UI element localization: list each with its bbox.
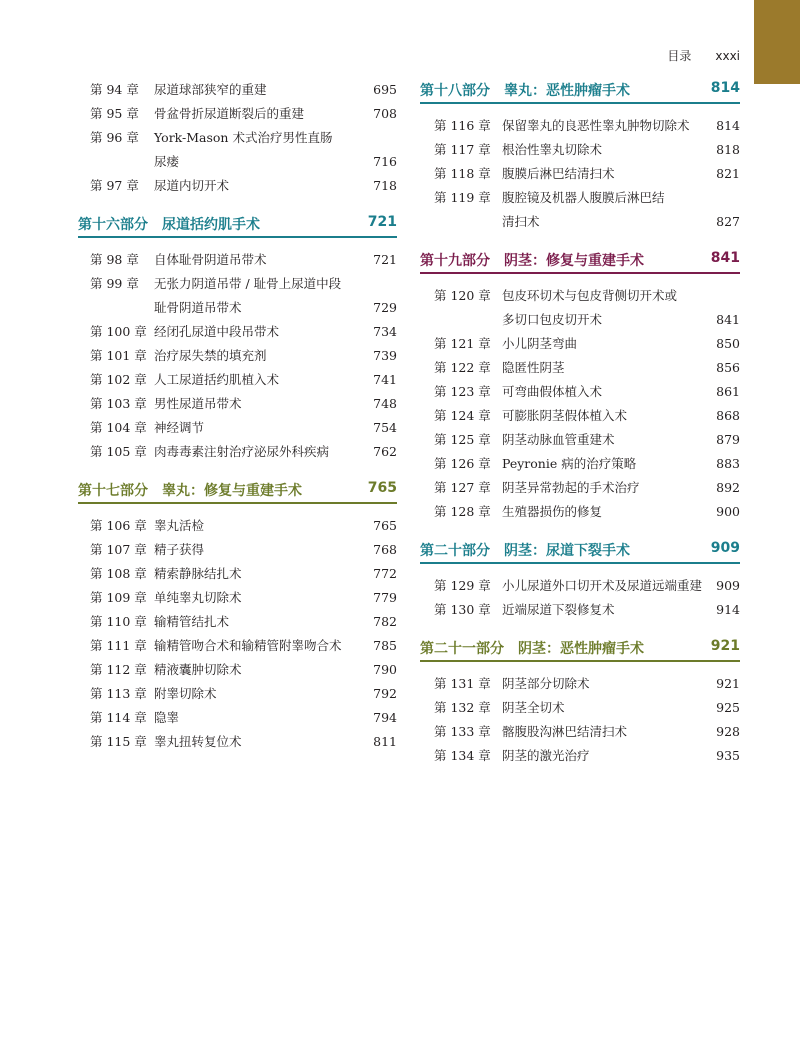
chapter-page: 879 [716,432,740,447]
chapter-number: 第 129 章 [434,578,491,593]
chapter-title: 隐匿性阴茎 [502,360,565,375]
chapter-number: 第 111 章 [90,638,147,653]
toc-entry[interactable] [78,658,397,682]
toc-entry[interactable] [420,672,740,696]
chapter-number: 第 96 章 [90,130,139,145]
chapter-title: 附睾切除术 [154,686,217,701]
toc-entry[interactable] [420,452,740,476]
chapter-title: 生殖器损伤的修复 [502,504,603,519]
toc-entry[interactable] [420,574,740,598]
toc-entry[interactable] [78,440,397,464]
chapter-page: 779 [373,590,397,605]
chapter-title: 人工尿道括约肌植入术 [154,372,280,387]
part-page: 765 [367,480,397,496]
chapter-number: 第 110 章 [90,614,147,629]
part-page: 814 [710,80,740,96]
chapter-page: 856 [716,360,740,375]
chapter-number: 第 123 章 [434,384,491,399]
chapter-number: 第 119 章 [434,190,491,205]
chapter-number: 第 103 章 [90,396,147,411]
chapter-title: Peyronie 病的治疗策略 [502,456,637,471]
chapter-page: 721 [373,252,397,267]
toc-entry[interactable] [78,730,397,754]
chapter-title: 男性尿道吊带术 [154,396,242,411]
chapter-page: 718 [373,178,397,193]
chapter-title: 神经调节 [154,420,205,435]
running-head [620,47,740,64]
chapter-title: 阴茎动脉血管重建术 [502,432,615,447]
chapter-page: 790 [373,662,397,677]
chapter-title: 阴茎的激光治疗 [502,748,590,763]
chapter-title: 腹膜后淋巴结清扫术 [502,166,615,181]
chapter-page: 925 [716,700,740,715]
chapter-page: 734 [373,324,397,339]
toc-entry[interactable] [420,476,740,500]
toc-entry[interactable] [420,186,740,234]
toc-entry[interactable] [420,500,740,524]
chapter-page: 868 [716,408,740,423]
chapter-title: 骨盆骨折尿道断裂后的重建 [154,106,305,121]
chapter-page: 914 [716,602,740,617]
part-page: 721 [367,214,397,230]
chapter-number: 第 120 章 [434,288,491,303]
chapter-title: 小儿尿道外口切开术及尿道远端重建 [502,578,703,593]
chapter-title: 阴茎异常勃起的手术治疗 [502,480,640,495]
chapter-title: 输精管吻合术和输精管附睾吻合术 [154,638,342,653]
chapter-page: 748 [373,396,397,411]
chapter-title: 可弯曲假体植入术 [502,384,603,399]
toc-entry[interactable] [78,392,397,416]
part-heading[interactable] [78,478,397,504]
part-heading[interactable] [420,248,740,274]
chapter-number: 第 117 章 [434,142,491,157]
chapter-page: 708 [373,106,397,121]
chapter-page: 782 [373,614,397,629]
toc-entry[interactable] [420,356,740,380]
chapter-page: 762 [373,444,397,459]
chapter-number: 第 97 章 [90,178,139,193]
chapter-title: 可膨胀阴茎假体植入术 [502,408,628,423]
toc-entry[interactable] [420,162,740,186]
chapter-title: 多切口包皮切开术 [502,312,603,327]
toc-entry[interactable] [78,78,397,102]
chapter-page: 754 [373,420,397,435]
chapter-title: 尿道内切开术 [154,178,230,193]
chapter-page: 811 [373,734,397,749]
chapter-page: 739 [373,348,397,363]
chapter-number: 第 100 章 [90,324,147,339]
toc-entry[interactable] [420,428,740,452]
toc-entry[interactable] [78,706,397,730]
part-title: 第十七部分 睾丸：修复与重建手术 [78,483,302,499]
part-rule [420,562,740,564]
chapter-page: 921 [716,676,740,691]
part-rule [78,236,397,238]
chapter-number: 第 95 章 [90,106,139,121]
part-heading[interactable] [420,636,740,662]
toc-entry[interactable] [78,102,397,126]
chapter-number: 第 125 章 [434,432,491,447]
chapter-title: 阴茎部分切除术 [502,676,590,691]
part-title: 第二十一部分 阴茎：恶性肿瘤手术 [420,641,644,657]
chapter-number: 第 132 章 [434,700,491,715]
part-rule [78,502,397,504]
chapter-page: 821 [716,166,740,181]
toc-entry[interactable] [420,284,740,332]
chapter-number: 第 121 章 [434,336,491,351]
chapter-title: 保留睾丸的良恶性睾丸肿物切除术 [502,118,690,133]
chapter-title: 阴茎全切术 [502,700,565,715]
toc-entry[interactable] [420,332,740,356]
chapter-number: 第 99 章 [90,276,139,291]
chapter-page: 935 [716,748,740,763]
toc-entry[interactable] [420,114,740,138]
chapter-title: 治疗尿失禁的填充剂 [154,348,267,363]
part-title: 第二十部分 阴茎：尿道下裂手术 [420,543,630,559]
chapter-number: 第 94 章 [90,82,139,97]
chapter-number: 第 114 章 [90,710,147,725]
part-title: 第十六部分 尿道括约肌手术 [78,217,260,233]
toc-entry[interactable] [78,272,397,320]
chapter-number: 第 113 章 [90,686,147,701]
chapter-page: 900 [716,504,740,519]
chapter-number: 第 104 章 [90,420,147,435]
chapter-number: 第 124 章 [434,408,491,423]
toc-entry[interactable] [78,174,397,198]
chapter-title: 输精管结扎术 [154,614,230,629]
toc-entry[interactable] [78,682,397,706]
chapter-page: 883 [716,456,740,471]
chapter-page: 841 [716,312,740,327]
part-page: 921 [710,638,740,654]
chapter-page: 794 [373,710,397,725]
chapter-title: 近端尿道下裂修复术 [502,602,615,617]
chapter-number: 第 102 章 [90,372,147,387]
chapter-number: 第 126 章 [434,456,491,471]
part-page: 909 [710,540,740,556]
chapter-page: 792 [373,686,397,701]
chapter-title: 尿瘘 [154,154,180,169]
chapter-title: 无张力阴道吊带 / 耻骨上尿道中段 [154,276,342,291]
part-title: 第十八部分 睾丸：恶性肿瘤手术 [420,83,630,99]
part-rule [420,102,740,104]
toc-right-column [420,78,740,768]
toc-entry[interactable] [78,344,397,368]
chapter-title: York-Mason 术式治疗男性直肠 [154,130,333,145]
part-heading[interactable] [420,78,740,104]
chapter-title: 髂腹股沟淋巴结清扫术 [502,724,628,739]
chapter-number: 第 127 章 [434,480,491,495]
chapter-title: 尿道球部狭窄的重建 [154,82,267,97]
chapter-page: 785 [373,638,397,653]
part-heading[interactable] [420,538,740,564]
chapter-number: 第 133 章 [434,724,491,739]
chapter-number: 第 116 章 [434,118,491,133]
chapter-page: 765 [373,518,397,533]
toc-entry[interactable] [420,696,740,720]
chapter-title: 睾丸活检 [154,518,205,533]
chapter-number: 第 122 章 [434,360,491,375]
chapter-number: 第 108 章 [90,566,147,581]
chapter-page: 695 [373,82,397,97]
chapter-page: 928 [716,724,740,739]
chapter-title: 经闭孔尿道中段吊带术 [154,324,280,339]
chapter-number: 第 134 章 [434,748,491,763]
chapter-number: 第 118 章 [434,166,491,181]
chapter-title: 自体耻骨阴道吊带术 [154,252,267,267]
chapter-number: 第 106 章 [90,518,147,533]
toc-entry[interactable] [78,368,397,392]
toc-entry[interactable] [420,744,740,768]
chapter-page: 892 [716,480,740,495]
chapter-title: 清扫术 [502,214,540,229]
chapter-title: 精索静脉结扎术 [154,566,242,581]
chapter-title: 腹腔镜及机器人腹膜后淋巴结 [502,190,665,205]
chapter-page: 768 [373,542,397,557]
chapter-title: 耻骨阴道吊带术 [154,300,242,315]
chapter-title: 包皮环切术与包皮背侧切开术或 [502,288,678,303]
chapter-number: 第 107 章 [90,542,147,557]
toc-entry[interactable] [78,634,397,658]
toc-entry[interactable] [78,538,397,562]
part-heading[interactable] [78,212,397,238]
chapter-page: 850 [716,336,740,351]
chapter-number: 第 131 章 [434,676,491,691]
toc-entry[interactable] [420,138,740,162]
toc-entry[interactable] [78,126,397,174]
chapter-title: 睾丸扭转复位术 [154,734,242,749]
toc-entry[interactable] [78,248,397,272]
chapter-page: 741 [373,372,397,387]
chapter-number: 第 101 章 [90,348,147,363]
toc-entry[interactable] [420,380,740,404]
toc-entry[interactable] [78,586,397,610]
toc-entry[interactable] [78,610,397,634]
chapter-title: 小儿阴茎弯曲 [502,336,578,351]
part-title: 第十九部分 阴茎：修复与重建手术 [420,253,644,269]
part-rule [420,272,740,274]
chapter-number: 第 128 章 [434,504,491,519]
chapter-page: 827 [716,214,740,229]
toc-entry[interactable] [420,598,740,622]
page-edge-tab [754,0,800,84]
chapter-number: 第 109 章 [90,590,147,605]
chapter-page: 818 [716,142,740,157]
chapter-page: 909 [716,578,740,593]
toc-entry[interactable] [420,404,740,428]
chapter-number: 第 115 章 [90,734,147,749]
chapter-page: 814 [716,118,740,133]
toc-entry[interactable] [78,320,397,344]
running-head-page-number: xxxi [715,49,740,63]
part-page: 841 [710,250,740,266]
chapter-title: 肉毒毒素注射治疗泌尿外科疾病 [154,444,330,459]
chapter-title: 隐睾 [154,710,180,725]
toc-entry[interactable] [78,562,397,586]
toc-entry[interactable] [420,720,740,744]
chapter-number: 第 112 章 [90,662,147,677]
toc-entry[interactable] [78,416,397,440]
chapter-page: 716 [373,154,397,169]
chapter-title: 精子获得 [154,542,205,557]
toc-entry[interactable] [78,514,397,538]
part-rule [420,660,740,662]
running-head-section: 目录 [667,49,692,63]
chapter-number: 第 105 章 [90,444,147,459]
chapter-page: 861 [716,384,740,399]
chapter-title: 单纯睾丸切除术 [154,590,242,605]
chapter-number: 第 130 章 [434,602,491,617]
chapter-page: 729 [373,300,397,315]
chapter-title: 精液囊肿切除术 [154,662,242,677]
toc-left-column [78,78,397,754]
chapter-title: 根治性睾丸切除术 [502,142,603,157]
chapter-number: 第 98 章 [90,252,139,267]
chapter-page: 772 [373,566,397,581]
